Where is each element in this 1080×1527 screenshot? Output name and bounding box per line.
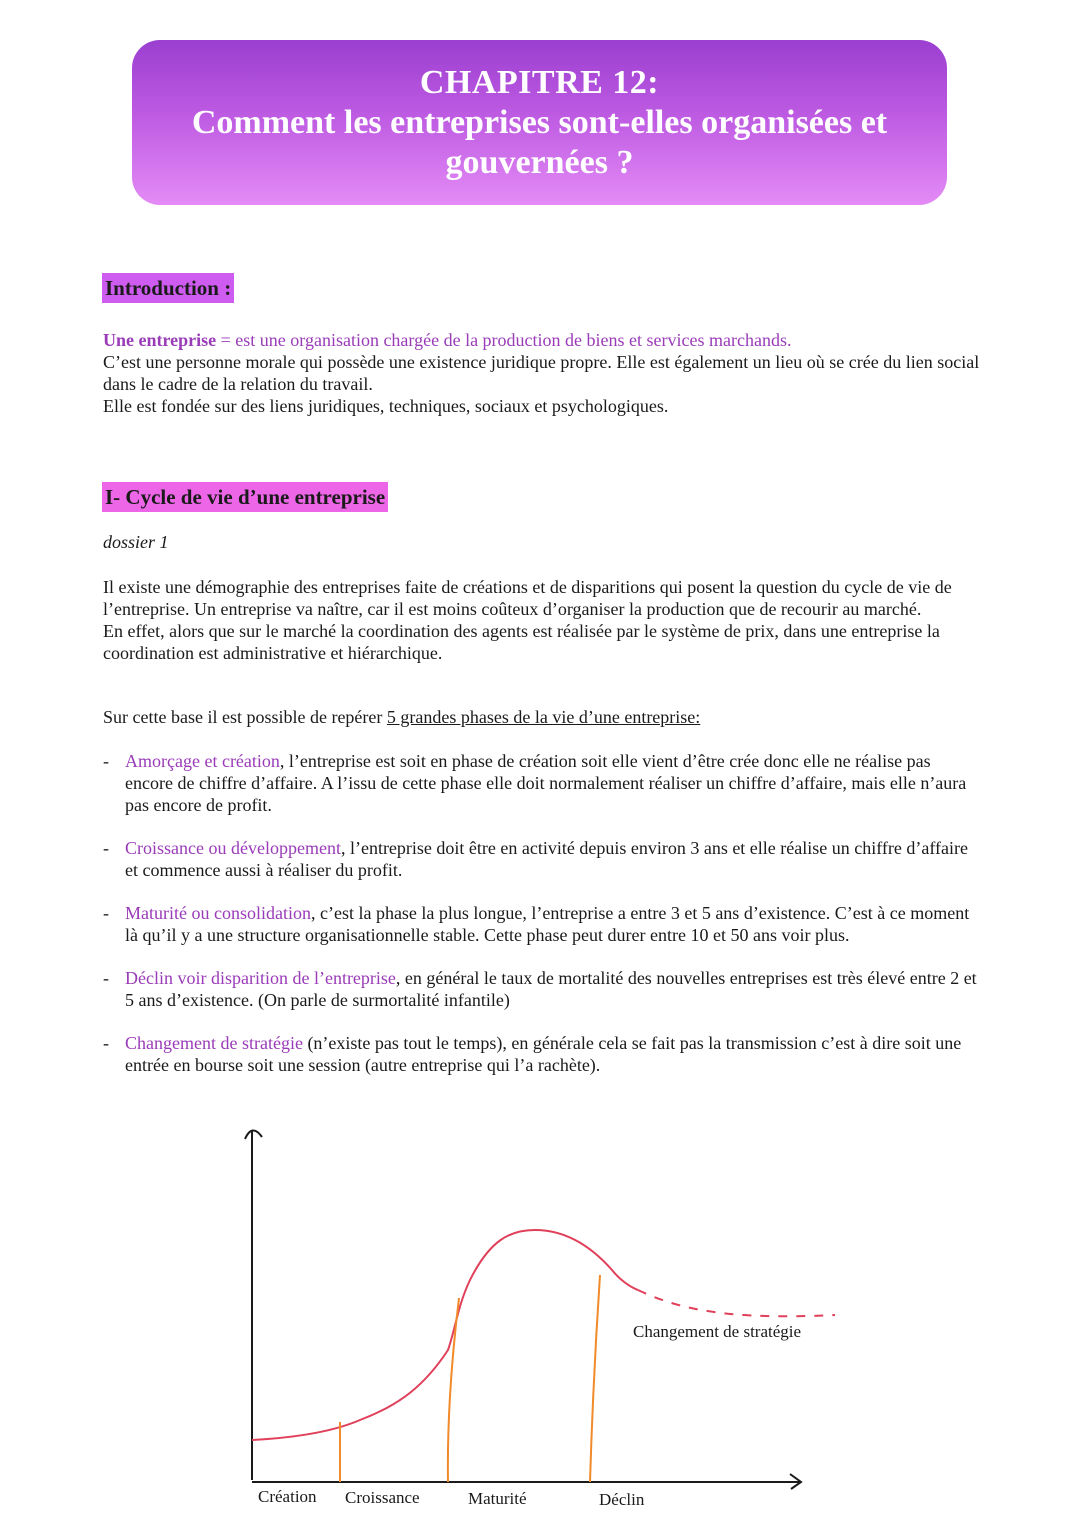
divider-croissance-maturite: [448, 1298, 459, 1482]
bullet-dash: -: [103, 838, 109, 858]
stage-label-maturite: Maturité: [468, 1489, 527, 1508]
list-item: [103, 837, 983, 881]
phases-lead-text: Sur cette base il est possible de repérer: [103, 707, 387, 727]
phase-text: , l’entreprise est soit en phase de création soit elle vient d’être crée donc elle ne réalise pas encore de chiffre d’affaire. A l’issu de cette phase elle doit normalement réaliser un chiffre d’affaire, mais elle n’aura pas encore de profit.: [125, 751, 967, 815]
definition-line: [103, 329, 983, 351]
life-cycle-curve: [252, 1230, 638, 1440]
phase-term: Changement de stratégie: [125, 1033, 303, 1053]
stage-label-croissance: Croissance: [345, 1488, 420, 1507]
bullet-dash: -: [103, 751, 109, 771]
phase-text: (n’existe pas tout le temps), en générale cela se fait pas la transmission c’est à dire soit une entrée en bourse soit une session (autre entreprise qui l’a rachète).: [125, 1033, 962, 1075]
stage-label-creation: Création: [258, 1487, 317, 1506]
list-item: [103, 1032, 983, 1076]
phase-text: , en général le taux de mortalité des nouvelles entreprises est très élevé entre 2 et 5 ans d’existence. (On parle de surmortalité infantile): [125, 968, 977, 1010]
strategy-change-label: Changement de stratégie: [633, 1322, 802, 1341]
stage-label-declin: Déclin: [599, 1490, 645, 1509]
bullet-dash: -: [103, 1033, 109, 1053]
bullet-dash: -: [103, 968, 109, 988]
phase-term: Croissance ou développement: [125, 838, 341, 858]
phases-list: [103, 750, 983, 1097]
chapter-title-banner: [132, 40, 947, 205]
phases-lead-underlined: 5 grandes phases de la vie d’une entreprise:: [386, 707, 701, 727]
intro-paragraph-1: C’est une personne morale qui possède une existence juridique propre. Elle est également un lieu où se crée du lien social dans le cadre de la relation du travail.: [103, 352, 980, 394]
phase-text: , l’entreprise doit être en activité depuis environ 3 ans et elle réalise un chiffre d’affaire et commence aussi à réaliser du profit.: [125, 838, 969, 880]
section-1-paragraph-1: Il existe une démographie des entreprises faite de créations et de disparitions qui posent la question du cycle de vie de l’entreprise. Un entreprise va naître, car il est moins coûteux d’organiser la production que de recourir au marché.: [103, 577, 952, 619]
divider-maturite-declin: [590, 1275, 600, 1482]
list-item: [103, 967, 983, 1011]
phase-term: Amorçage et création: [125, 751, 280, 771]
definition-term: Une entreprise: [103, 330, 217, 350]
chapter-title-line1: Comment les entreprises sont-elles organisées et: [191, 104, 888, 141]
introduction-text: [103, 329, 983, 417]
phase-term: Maturité ou consolidation: [125, 903, 311, 923]
bullet-dash: -: [103, 903, 109, 923]
phases-lead: [103, 706, 983, 728]
introduction-heading: Introduction :: [102, 273, 234, 303]
section-1-text: [103, 576, 983, 664]
section-1-paragraph-2: En effet, alors que sur le marché la coordination des agents est réalisée par le système de prix, dans une entreprise la coordination est administrative et hiérarchique.: [103, 621, 940, 663]
chapter-title-line2: gouvernées ?: [445, 144, 634, 181]
list-item: [103, 902, 983, 946]
life-cycle-diagram: [230, 1115, 850, 1515]
intro-paragraph-2: Elle est fondée sur des liens juridiques, techniques, sociaux et psychologiques.: [103, 396, 669, 416]
strategy-change-dashed-curve: [638, 1290, 835, 1316]
phase-text: , c’est la phase la plus longue, l’entreprise a entre 3 et 5 ans d’existence. C’est à ce moment là qu’il y a une structure organisationnelle stable. Cette phase peut durer entre 10 et 50 ans voir plus.: [125, 903, 970, 945]
definition-text: = est une organisation chargée de la production de biens et services marchands.: [216, 330, 792, 350]
dossier-reference: dossier 1: [103, 532, 169, 552]
section-1-heading: I- Cycle de vie d’une entreprise: [102, 482, 388, 512]
phase-term: Déclin voir disparition de l’entreprise: [125, 968, 396, 988]
y-axis-arrow: [245, 1130, 262, 1139]
list-item: [103, 750, 983, 816]
chapter-number: CHAPITRE 12:: [419, 64, 660, 101]
